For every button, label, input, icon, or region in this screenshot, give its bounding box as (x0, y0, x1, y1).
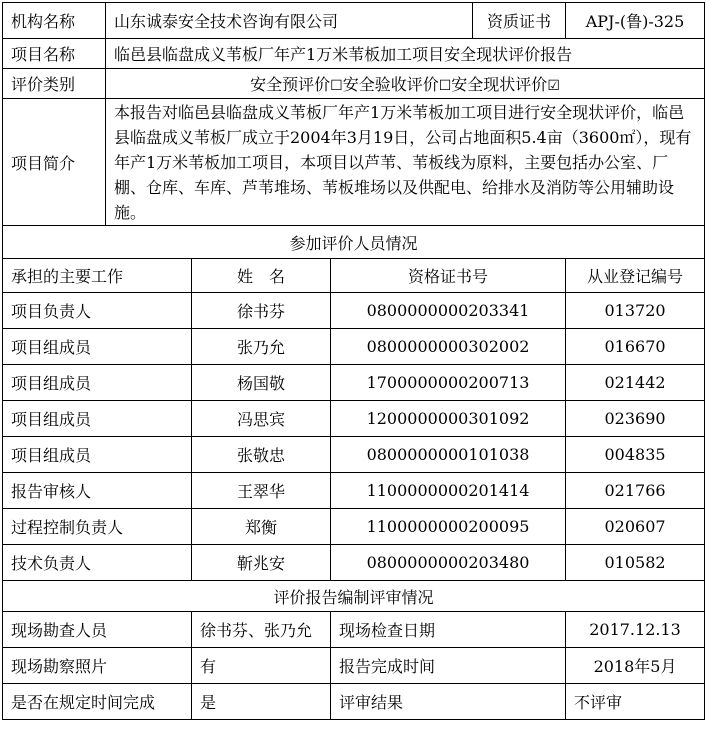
table-row (3, 293, 705, 329)
review-value: 是 (192, 684, 331, 720)
review-label: 现场检查日期 (331, 612, 566, 648)
org-label: 机构名称 (3, 3, 106, 39)
staff-reg: 021442 (566, 365, 705, 401)
project-row (3, 39, 705, 69)
review-label: 报告完成时间 (331, 648, 566, 684)
staff-role: 报告审核人 (3, 473, 192, 509)
staff-reg: 004835 (566, 437, 705, 473)
staff-name: 张敬忠 (192, 437, 331, 473)
header-name: 姓 名 (192, 259, 331, 293)
review-section-title: 评价报告编制评审情况 (3, 581, 705, 612)
staff-reg: 023690 (566, 401, 705, 437)
staff-role: 项目组成员 (3, 401, 192, 437)
staff-name: 冯思宾 (192, 401, 331, 437)
eval-type-options (106, 69, 705, 99)
staff-reg: 016670 (566, 329, 705, 365)
review-value: 有 (192, 648, 331, 684)
staff-section-row (3, 226, 705, 259)
staff-cert: 1200000000301092 (331, 401, 566, 437)
staff-role: 技术负责人 (3, 545, 192, 581)
review-value: 不评审 (566, 684, 705, 720)
project-value: 临邑县临盘成义苇板厂年产1万米苇板加工项目安全现状评价报告 (106, 39, 705, 69)
staff-cert: 1700000000200713 (331, 365, 566, 401)
evaluation-info-table (2, 2, 705, 720)
table-row (3, 401, 705, 437)
cert-label: 资质证书 (473, 3, 566, 39)
table-row (3, 365, 705, 401)
checkbox-pre-eval-icon: ☐ (330, 78, 343, 94)
review-row (3, 612, 705, 648)
staff-cert: 1100000000200095 (331, 509, 566, 545)
staff-cert: 1100000000201414 (331, 473, 566, 509)
staff-cert: 0800000000101038 (331, 437, 566, 473)
staff-role: 项目组成员 (3, 329, 192, 365)
staff-name: 杨国敬 (192, 365, 331, 401)
staff-role: 过程控制负责人 (3, 509, 192, 545)
org-value: 山东诚泰安全技术咨询有限公司 (106, 3, 473, 39)
staff-reg: 013720 (566, 293, 705, 329)
review-label: 评审结果 (331, 684, 566, 720)
table-row (3, 545, 705, 581)
cert-value: APJ-(鲁)-325 (566, 3, 705, 39)
header-reg: 从业登记编号 (566, 259, 705, 293)
checkbox-status-eval-icon: ☑ (547, 78, 560, 94)
review-value: 2018年5月 (566, 648, 705, 684)
org-row (3, 3, 705, 39)
eval-type-label: 评价类别 (3, 69, 106, 99)
intro-text: 本报告对临邑县临盘成义苇板厂年产1万米苇板加工项目进行安全现状评价，临邑县临盘成义苇板厂成立于2004年3月19日，公司占地面积5.4亩（3600㎡），现有年产1万米苇板加工项目，本项目以芦苇、苇板线为原料，主要包括办公室、厂棚、仓库、车库、芦苇堆场、苇板堆场以及供配电、给排水及消防等公用辅助设施。 (106, 99, 705, 226)
option-acceptance-eval: 安全验收评价 (342, 75, 439, 94)
header-role: 承担的主要工作 (3, 259, 192, 293)
eval-type-row (3, 69, 705, 99)
table-row (3, 509, 705, 545)
option-pre-eval: 安全预评价 (250, 75, 331, 94)
staff-name: 徐书芬 (192, 293, 331, 329)
review-row (3, 648, 705, 684)
staff-name: 王翠华 (192, 473, 331, 509)
review-label: 现场勘察照片 (3, 648, 192, 684)
option-status-eval: 安全现状评价 (451, 75, 548, 94)
staff-reg: 021766 (566, 473, 705, 509)
checkbox-acceptance-eval-icon: ☐ (438, 78, 452, 94)
staff-name: 张乃允 (192, 329, 331, 365)
intro-label: 项目简介 (3, 99, 106, 226)
staff-role: 项目组成员 (3, 437, 192, 473)
review-value: 2017.12.13 (566, 612, 705, 648)
header-cert: 资格证书号 (331, 259, 566, 293)
staff-reg: 010582 (566, 545, 705, 581)
table-row (3, 329, 705, 365)
review-value: 徐书芬、张乃允 (192, 612, 331, 648)
review-section-row (3, 581, 705, 612)
staff-cert: 0800000000203341 (331, 293, 566, 329)
review-label: 现场勘查人员 (3, 612, 192, 648)
review-label: 是否在规定时间完成 (3, 684, 192, 720)
staff-reg: 020607 (566, 509, 705, 545)
staff-cert: 0800000000302002 (331, 329, 566, 365)
staff-role: 项目负责人 (3, 293, 192, 329)
review-row (3, 684, 705, 720)
staff-name: 靳兆安 (192, 545, 331, 581)
project-label: 项目名称 (3, 39, 106, 69)
staff-cert: 0800000000203480 (331, 545, 566, 581)
staff-header-row (3, 259, 705, 293)
staff-name: 郑衡 (192, 509, 331, 545)
table-row (3, 437, 705, 473)
intro-row (3, 99, 705, 226)
table-row (3, 473, 705, 509)
staff-section-title: 参加评价人员情况 (3, 226, 705, 259)
staff-role: 项目组成员 (3, 365, 192, 401)
